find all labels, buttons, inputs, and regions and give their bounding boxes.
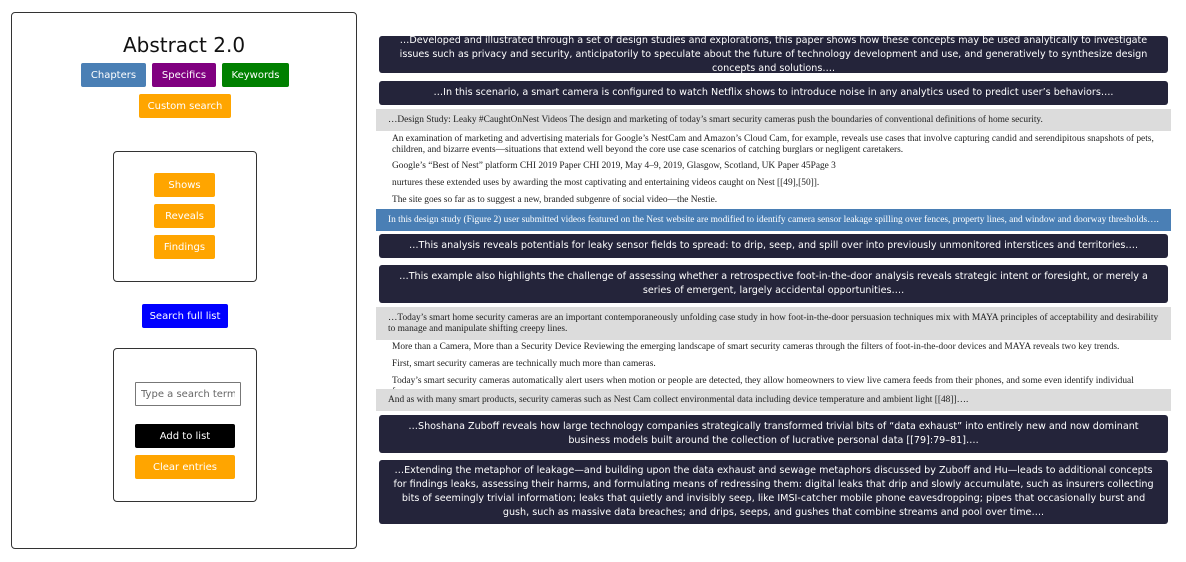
search-term-input[interactable]: [135, 382, 241, 406]
result-item[interactable]: …Extending the metaphor of leakage—and building upon the data exhaust and sewage metaphors discussed by Zuboff and Hu—leads to additional concepts for findings leaks, assessing their harms, and formulating means of redressing them: digital leaks that drip and slowly accumulate, such as insurers collecting bits of seemingly trivial information; leaks that quietly and invisibly seep, like IMSI-catcher mobile phone eavesdropping; pipes that occasionally burst and gush, such as massive data breaches; and drips, seeps, and gushes that combine streams and pool over time….: [379, 460, 1168, 524]
result-item[interactable]: nurtures these extended uses by awarding the most captivating and entertaining videos caught on Nest [[49],[50]].: [392, 178, 820, 188]
result-item[interactable]: And as with many smart products, security cameras such as Nest Cam collect environmental data including device temperature and ambient light [[48]]….: [376, 389, 1171, 411]
result-item[interactable]: …This analysis reveals potentials for leaky sensor fields to spread: to drip, seep, and spill over into previously unmonitored interstices and territories….: [379, 234, 1168, 258]
result-item[interactable]: The site goes so far as to suggest a new, branded subgenre of social video—the Nestie.: [392, 195, 718, 205]
shows-filter-button[interactable]: Shows: [154, 173, 215, 197]
add-to-list-button[interactable]: Add to list: [135, 424, 235, 448]
result-item[interactable]: …Shoshana Zuboff reveals how large technology companies strategically transformed trivial bits of “data exhaust” into entirely new and now dominant business models built around the collection of lucrative personal data [[79]:79–81]….: [379, 415, 1168, 453]
keywords-button[interactable]: Keywords: [222, 63, 289, 87]
result-item[interactable]: …Design Study: Leaky #CaughtOnNest Videos The design and marketing of today’s smart security cameras push the boundaries of conventional definitions of home security.: [376, 109, 1171, 131]
reveals-filter-button[interactable]: Reveals: [154, 204, 215, 228]
result-item[interactable]: Google’s “Best of Nest” platform CHI 2019 Paper CHI 2019, May 4–9, 2019, Glasgow, Scotland, UK Paper 45Page 3: [392, 161, 836, 171]
result-item-selected[interactable]: In this design study (Figure 2) user submitted videos featured on the Nest website are modified to identify camera sensor leakage spilling over fences, property lines, and window and doorway thresholds….: [376, 209, 1171, 231]
control-panel: [11, 12, 357, 549]
custom-search-box: [113, 348, 257, 502]
search-full-list-button[interactable]: Search full list: [142, 304, 228, 328]
result-item[interactable]: …In this scenario, a smart camera is configured to watch Netflix shows to introduce noise in any analytics used to predict user’s behaviors….: [379, 81, 1168, 105]
findings-filter-button[interactable]: Findings: [154, 235, 215, 259]
result-item[interactable]: More than a Camera, More than a Security Device Reviewing the emerging landscape of smart security cameras through the filters of foot-in-the-door devices and MAYA reveals two key trends.: [392, 342, 1120, 352]
result-item[interactable]: …This example also highlights the challenge of assessing whether a retrospective foot-in-the-door analysis reveals strategic intent or foresight, or merely a series of emergent, largely accidental opportunities….: [379, 265, 1168, 303]
filter-box: [113, 151, 257, 282]
clear-entries-button[interactable]: Clear entries: [135, 455, 235, 479]
chapters-button[interactable]: Chapters: [81, 63, 146, 87]
result-item[interactable]: An examination of marketing and advertising materials for Google’s NestCam and Amazon’s Cloud Cam, for example, reveals use cases that involve capturing candid and serendipitous snapshots of pets, children, and bizarre events—situations that extend well beyond the core use case scenarios of catching burglars or negligent caretakers.: [392, 134, 1154, 155]
custom-search-button[interactable]: Custom search: [139, 94, 231, 118]
specifics-button[interactable]: Specifics: [152, 63, 216, 87]
result-item[interactable]: First, smart security cameras are technically much more than cameras.: [392, 359, 656, 369]
result-item[interactable]: …Developed and illustrated through a set of design studies and explorations, this paper shows how these concepts may be used analytically to investigate issues such as privacy and security, anticipatorily to speculate about the future of technology development and use, and generatively to synthesize design concepts and solutions….: [379, 36, 1168, 73]
result-item[interactable]: …Today’s smart home security cameras are an important contemporaneously unfolding case study in how foot-in-the-door persuasion techniques mix with MAYA principles of acceptability and desirability to manage and manipulate shifting creepy lines.: [376, 307, 1171, 340]
result-item[interactable]: Today’s smart security cameras automatically alert users when motion or people are detected, they allow homeowners to view live camera feeds from their phones, and some even identify individual: [392, 376, 1134, 386]
app-title: Abstract 2.0: [122, 33, 246, 57]
